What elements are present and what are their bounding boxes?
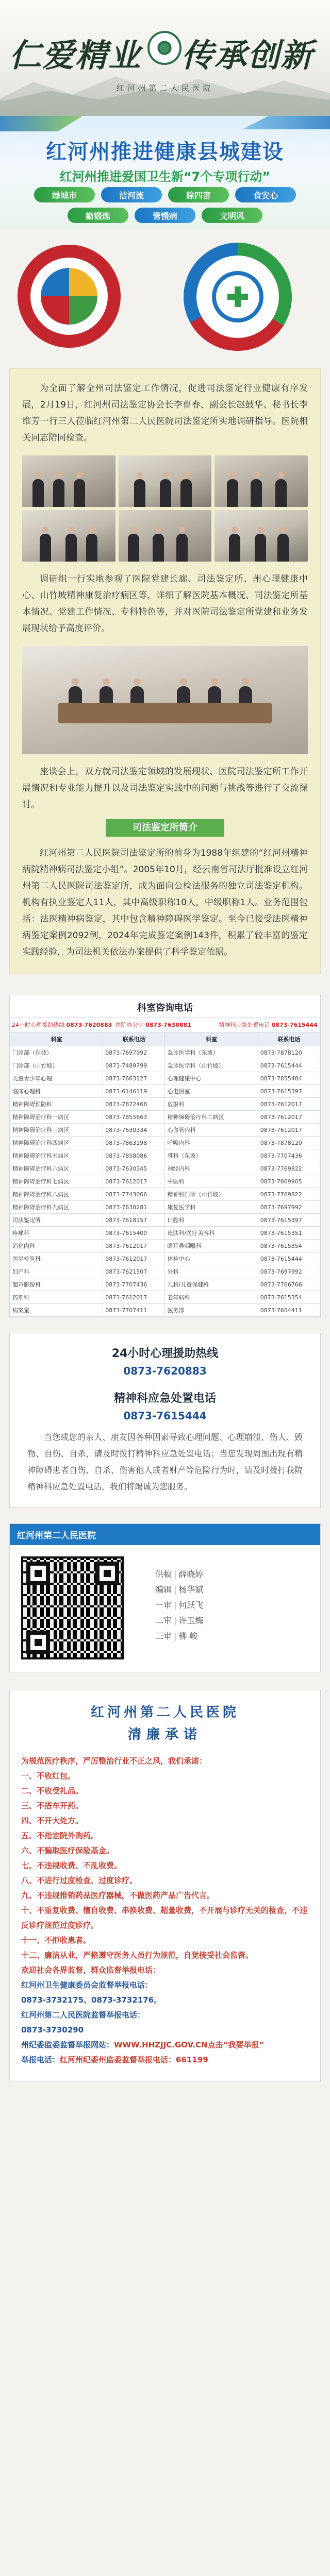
department-cell: 老年病科 <box>165 1291 258 1304</box>
pledge-item: 一、不收红包。 <box>21 1771 76 1781</box>
pledge-item: 四、不开大处方。 <box>21 1816 84 1825</box>
staff-role: 编辑 <box>155 1585 172 1595</box>
phone-number-cell[interactable]: 0873-7630281 <box>103 1201 165 1214</box>
article-paragraph: 红河州第二人民医院司法鉴定所的前身为1988年组建的“红河州精神病院精神病司法鉴定小组”。2005年10月，经云南省司法厅批准设立红河州第二人民医院司法鉴定所，成为面向公检法服务的独立司法鉴定机构。机构有执业鉴定人11人，其中高级职称10人，中级职称1人。业务范围包括：法医精神病鉴定，其中包含精神障碍医学鉴定。至今已接受法医精神病鉴定案例2092例，2024年完成鉴定案例143件，积累了较丰富的鉴定实践经验，为司法机关依法办案提供了科学鉴定依据。 <box>22 848 308 957</box>
hospital-logo-icon <box>147 31 182 65</box>
report-line <box>21 2008 309 2023</box>
hotline-value: 0873-7620883 <box>66 1022 112 1028</box>
table-row <box>10 1162 320 1175</box>
department-cell: 精神障碍治疗科一病区 <box>10 1111 103 1124</box>
department-cell: 神经内科 <box>165 1162 258 1175</box>
hotline-label: 24小时心理援助热线 <box>12 1022 64 1028</box>
table-row <box>10 1227 320 1240</box>
department-cell: 中医科 <box>165 1175 258 1188</box>
staff-list <box>155 1556 203 1659</box>
banner-decoration <box>242 116 330 129</box>
visit-photo <box>214 510 308 562</box>
department-cell: 超声影像科 <box>10 1278 103 1291</box>
pledge-item: 六、不骗取医疗保险基金。 <box>21 1846 114 1855</box>
pledge-item: 十一、不拒收患者。 <box>21 1936 91 1945</box>
pledge-subtitle: 清廉承诺 <box>127 1727 202 1742</box>
phone-number-cell[interactable]: 0873-7615397 <box>258 1085 320 1098</box>
department-cell: 心血管内科 <box>165 1124 258 1137</box>
report-line <box>21 1978 309 1993</box>
phone-number-cell[interactable]: 0873-7630334 <box>103 1124 165 1137</box>
contact-grid <box>10 1032 320 1317</box>
psychological-help-box <box>9 1333 321 1508</box>
header-slogan-left: 仁爱精业 <box>9 37 142 74</box>
report-label: 0873-3732175、0873-3732176。 <box>21 1995 162 2005</box>
department-cell: 医学检验科 <box>10 1252 103 1265</box>
phone-number-cell[interactable]: 0873-7707436 <box>258 1149 320 1162</box>
phone-number-cell[interactable]: 0873-7858086 <box>103 1149 165 1162</box>
department-cell: 外科 <box>165 1265 258 1278</box>
department-cell: 妇产科 <box>10 1265 103 1278</box>
department-cell: 骨科（东坡） <box>165 1149 258 1162</box>
health-emblem-icon <box>184 243 292 351</box>
table-row <box>10 1252 320 1265</box>
table-row <box>10 1137 320 1149</box>
pledge-item: 七、不违规收费、不乱收费。 <box>21 1861 122 1870</box>
pledge-item: 九、不违规推销药品医疗器械，不做医药产品广告代言。 <box>21 1891 215 1900</box>
phone-number-cell[interactable]: 0873-7669905 <box>258 1175 320 1188</box>
banner-decoration <box>0 116 82 131</box>
header-slogan-right: 传承创新 <box>182 37 314 74</box>
phone-number-cell[interactable]: 0873-7612017 <box>258 1111 320 1124</box>
banner-tag: 绿城市 <box>34 187 95 202</box>
pledge-footer <box>21 1978 309 2067</box>
judicial-appraisal-logo-icon <box>18 245 121 348</box>
report-line <box>21 1993 309 2008</box>
credits-header: 红河州第二人民医院 <box>10 1524 320 1545</box>
emergency-phone[interactable]: 0873-7615444 <box>123 1410 207 1422</box>
phone-number-cell[interactable]: 0873-7855663 <box>103 1111 165 1124</box>
section-heading: 司法鉴定所简介 <box>106 819 224 837</box>
staff-row: 供稿 | 薛晓婷 <box>155 1569 204 1579</box>
table-row <box>10 1240 320 1252</box>
visit-photo <box>22 510 116 562</box>
clean-pledge-box <box>9 1690 321 2081</box>
pledge-intro: 为规范医疗秩序，严厉整治行业不正之风，我们承诺： <box>21 1756 207 1766</box>
staff-name: 柳 峻 <box>178 1631 198 1641</box>
report-label: 红河州第二人民医院监督举报电话： <box>21 2010 145 2020</box>
phone-number-cell[interactable]: 0873-7612017 <box>103 1291 165 1304</box>
department-cell: 医务部 <box>165 1304 258 1317</box>
table-row <box>10 1149 320 1162</box>
department-cell: 精神科门诊（山竹坡） <box>165 1188 258 1201</box>
pledge-item: 二、不收受礼品。 <box>21 1786 84 1795</box>
banner-tag: 文明风 <box>202 208 262 223</box>
visit-photo <box>22 455 116 507</box>
pledge-item: 十二、廉洁从业，严格遵守医务人员行为规范，自觉接受社会监督。 <box>21 1951 254 1960</box>
emergency-title: 精神科应急处置电话 <box>113 1392 216 1405</box>
phone-number-cell[interactable]: 0873-7707411 <box>103 1304 165 1317</box>
department-cell: 口腔科 <box>165 1214 258 1227</box>
department-cell: 精神障碍治疗科八病区 <box>10 1188 103 1201</box>
phone-number-cell[interactable]: 0873-7615354 <box>258 1240 320 1252</box>
help-hotline-title: 24小时心理援助热线 <box>111 1347 219 1360</box>
banner-tag: 洁河流 <box>101 187 162 202</box>
phone-number-cell[interactable]: 0873-7769822 <box>258 1188 320 1201</box>
report-value[interactable]: 红河州纪委州监委监督举报电话：661199 <box>60 2055 208 2064</box>
banner-tag: 管慢病 <box>135 208 195 223</box>
department-cell: 病案室 <box>10 1304 103 1317</box>
credits-box <box>9 1523 321 1672</box>
pledge-item: 八、不进行过度检查、过度诊疗。 <box>21 1876 138 1885</box>
phone-number-cell[interactable]: 0873-6146119 <box>103 1085 165 1098</box>
phone-number-cell[interactable]: 0873-7615351 <box>258 1227 320 1240</box>
phone-number-cell[interactable]: 0873-7769822 <box>258 1162 320 1175</box>
department-cell: 呼吸内科 <box>165 1137 258 1149</box>
banner-tag: 勤锻炼 <box>68 208 128 223</box>
visit-photo <box>214 455 308 507</box>
report-label: 0873-3730290 <box>21 2025 84 2035</box>
table-row <box>10 1085 320 1098</box>
department-cell: 精神障碍治疗科四病区 <box>10 1137 103 1149</box>
meeting-photo <box>22 646 308 754</box>
phone-number-cell[interactable]: 0873-7878120 <box>258 1046 320 1059</box>
table-row <box>10 1201 320 1214</box>
phone-number-cell[interactable]: 0873-7612017 <box>258 1098 320 1111</box>
contact-table <box>9 995 321 1317</box>
phone-number-cell[interactable]: 0873-7707436 <box>103 1278 165 1291</box>
phone-number-cell[interactable]: 0873-7697992 <box>103 1046 165 1059</box>
campaign-banner <box>0 116 330 229</box>
staff-row: 一审 | 何跃飞 <box>155 1600 204 1610</box>
table-header: 科室 <box>165 1032 258 1046</box>
phone-number-cell[interactable]: 0873-7489799 <box>103 1059 165 1072</box>
department-cell: 精神障碍治疗科五病区 <box>10 1149 103 1162</box>
header-subtitle: 红河州第二人民医院 <box>116 83 214 93</box>
table-row <box>10 1098 320 1111</box>
contact-table-title: 科室咨询电话 <box>137 1003 193 1013</box>
staff-role: 二审 <box>155 1616 172 1625</box>
department-cell: 眼耳鼻咽喉科 <box>165 1240 258 1252</box>
phone-number-cell[interactable]: 0873-7615444 <box>258 1252 320 1265</box>
pledge-title: 红河州第二人民医院 <box>90 1705 239 1720</box>
report-label: 举报电话： <box>21 2055 60 2064</box>
staff-role: 一审 <box>155 1600 172 1610</box>
phone-number-cell[interactable]: 0873-7615354 <box>258 1291 320 1304</box>
phone-number-cell[interactable]: 0873-7615397 <box>258 1214 320 1227</box>
pledge-list <box>21 1769 309 1963</box>
phone-number-cell[interactable]: 0873-7855484 <box>258 1072 320 1085</box>
staff-role: 供稿 <box>155 1569 172 1579</box>
staff-row: 三审 | 柳 峻 <box>155 1631 198 1641</box>
hotline-row <box>10 1017 320 1032</box>
article-paragraph: 座谈会上，双方就司法鉴定领域的发展现状、医院司法鉴定所工作开展情况和专业能力提升以及司法鉴定实践中的问题与挑战等进行了交流探讨。 <box>22 767 308 810</box>
banner-subtitle: 红河州推进爱国卫生新“7个专项行动” <box>59 170 271 184</box>
table-row <box>10 1188 320 1201</box>
pledge-item: 三、不搭车开药。 <box>21 1801 84 1810</box>
table-row <box>10 1124 320 1137</box>
department-cell: 康复医学科 <box>165 1201 258 1214</box>
visit-photo <box>119 455 212 507</box>
department-cell: 心电图室 <box>165 1085 258 1098</box>
department-cell: 体检中心 <box>165 1252 258 1265</box>
table-row <box>10 1072 320 1085</box>
department-cell: 放射科 <box>165 1098 258 1111</box>
staff-role: 三审 <box>155 1631 172 1641</box>
phone-number-cell[interactable]: 0873-7618157 <box>103 1214 165 1227</box>
table-row <box>10 1214 320 1227</box>
article-card <box>9 368 321 974</box>
phone-number-cell[interactable]: 0873-7697992 <box>258 1265 320 1278</box>
article-paragraph: 为全面了解全州司法鉴定工作情况，促进司法鉴定行业健康有序发展，2月19日，红河州司法鉴定协会长李曹春、副会长赵鼓华、秘书长李维芳一行三人莅临红河州第二人民医院司法鉴定所实地调研指导。医院相关同志陪同检查。 <box>22 383 308 443</box>
report-label: 红河州卫生健康委员会监督举报电话： <box>21 1980 153 1990</box>
report-label: 州纪委监委监督举报网站： <box>21 2040 114 2049</box>
staff-name: 何跃飞 <box>178 1600 204 1610</box>
phone-number-cell[interactable]: 0873-7612017 <box>103 1252 165 1265</box>
table-row <box>10 1111 320 1124</box>
staff-name: 许玉梅 <box>178 1616 204 1625</box>
logo-row <box>0 229 330 368</box>
department-cell: 精神障碍治疗科二病区 <box>165 1111 258 1124</box>
phone-number-cell[interactable]: 0873-7615400 <box>103 1227 165 1240</box>
phone-number-cell[interactable]: 0873-7743066 <box>103 1188 165 1201</box>
help-description: 当您或您的亲人、朋友因各种因素导致心理问题、心理崩溃、伤人、毁物、自伤、自杀，请及时拨打精神科应急处置电话；当您发现周围出现有精神障碍患者自伤、自杀、伤害他人或者财产等危险行为时，请及时拨打我院精神科应急处置电话，我们将竭诚为您服务。 <box>27 1432 303 1492</box>
bottom-spacer <box>0 2081 330 2102</box>
table-row <box>10 1046 320 1059</box>
department-cell: 临床心理科 <box>10 1085 103 1098</box>
department-cell: 儿童青少年心理 <box>10 1072 103 1085</box>
staff-row: 编辑 | 杨华斌 <box>155 1585 204 1595</box>
phone-number-cell[interactable]: 0873-7615444 <box>258 1059 320 1072</box>
office-label: 医院办公室 <box>115 1022 144 1028</box>
department-cell: 药剂科 <box>10 1291 103 1304</box>
pledge-item: 五、不指定院外购药。 <box>21 1831 99 1840</box>
banner-tag: 食安心 <box>235 187 296 202</box>
visit-photo <box>119 510 212 562</box>
banner-tag-list <box>26 187 304 223</box>
phone-number-cell[interactable]: 0873-7612017 <box>258 1124 320 1137</box>
table-header: 科室 <box>10 1032 103 1046</box>
phone-number-cell[interactable]: 0873-7654411 <box>258 1304 320 1317</box>
phone-number-cell[interactable]: 0873-7872468 <box>103 1098 165 1111</box>
department-cell: 消化内科 <box>10 1240 103 1252</box>
phone-number-cell[interactable]: 0873-7612017 <box>103 1240 165 1252</box>
table-row <box>10 1304 320 1317</box>
department-cell: 司法鉴定所 <box>10 1214 103 1227</box>
phone-number-cell[interactable]: 0873-7878120 <box>258 1137 320 1149</box>
help-hotline-phone[interactable]: 0873-7620883 <box>123 1365 207 1377</box>
header-banner <box>0 0 330 116</box>
pledge-notice: 欢迎社会各界监督，群众监督举报电话： <box>21 1965 161 1975</box>
department-cell: 精神障碍预防科 <box>10 1098 103 1111</box>
pledge-item: 十、不重复收费、擅自收费、串换收费、超量收费，不开展与诊疗无关的检查，不违反诊疗规范过度诊疗。 <box>21 1906 308 1930</box>
credits-body <box>10 1545 320 1672</box>
emergency-label: 精神科应急处置电话 <box>219 1022 270 1028</box>
department-cell: 急诊医学科（东坡） <box>165 1046 258 1059</box>
phone-number-cell[interactable]: 0873-7863198 <box>103 1137 165 1149</box>
table-row <box>10 1291 320 1304</box>
phone-number-cell[interactable]: 0873-7612017 <box>103 1175 165 1188</box>
office-value: 0873-7630881 <box>145 1022 191 1028</box>
table-header: 联系电话 <box>103 1032 165 1046</box>
phone-number-cell[interactable]: 0873-7697992 <box>258 1201 320 1214</box>
article-paragraph: 调研组一行实地参观了医院党建长廊、司法鉴定所、州心理健康中心、山竹坡精神康复治疗病区等，详细了解医院基本概况、司法鉴定所基本情况、党建工作情况、专科特色等，并对医院司法鉴定所党建和业务发展现状给予高度评价。 <box>22 574 308 634</box>
department-cell: 心理健康中心 <box>165 1072 258 1085</box>
department-cell: 皮肤科/医疗美容科 <box>165 1227 258 1240</box>
table-row <box>10 1059 320 1072</box>
staff-name: 杨华斌 <box>178 1585 204 1595</box>
department-cell: 疼痛科 <box>10 1227 103 1240</box>
report-value[interactable]: WWW.HHZJJC.GOV.CN点击“我要举报” <box>114 2040 265 2049</box>
report-line <box>21 2038 309 2053</box>
photo-grid <box>22 455 308 562</box>
contact-table-body <box>10 1046 320 1317</box>
qr-code-icon[interactable] <box>21 1556 124 1659</box>
banner-tag: 除四害 <box>168 187 229 202</box>
report-line <box>21 2023 309 2038</box>
banner-title: 红河州推进健康县城建设 <box>46 140 284 164</box>
department-cell: 精神障碍治疗科三病区 <box>10 1124 103 1137</box>
phone-number-cell[interactable]: 0873-7630345 <box>103 1162 165 1175</box>
department-cell: 急诊医学科（山竹坡） <box>165 1059 258 1072</box>
phone-number-cell[interactable]: 0873-7766766 <box>258 1278 320 1291</box>
phone-number-cell[interactable]: 0873-7663127 <box>103 1072 165 1085</box>
department-cell: 精神障碍治疗科六病区 <box>10 1162 103 1175</box>
department-cell: 精神障碍治疗科九病区 <box>10 1201 103 1214</box>
table-row <box>10 1278 320 1291</box>
emergency-value: 0873-7615444 <box>271 1022 318 1028</box>
table-header-row <box>10 1032 320 1046</box>
table-row <box>10 1175 320 1188</box>
phone-number-cell[interactable]: 0873-7621507 <box>103 1265 165 1278</box>
department-cell: 精神障碍治疗科七病区 <box>10 1175 103 1188</box>
report-line <box>21 2053 309 2067</box>
department-cell: 儿科/儿童保健科 <box>165 1278 258 1291</box>
staff-row: 二审 | 许玉梅 <box>155 1616 204 1625</box>
table-header: 联系电话 <box>258 1032 320 1046</box>
staff-name: 薛晓婷 <box>178 1569 204 1579</box>
department-cell: 门诊部（东坡） <box>10 1046 103 1059</box>
table-row <box>10 1265 320 1278</box>
department-cell: 门诊部（山竹坡） <box>10 1059 103 1072</box>
